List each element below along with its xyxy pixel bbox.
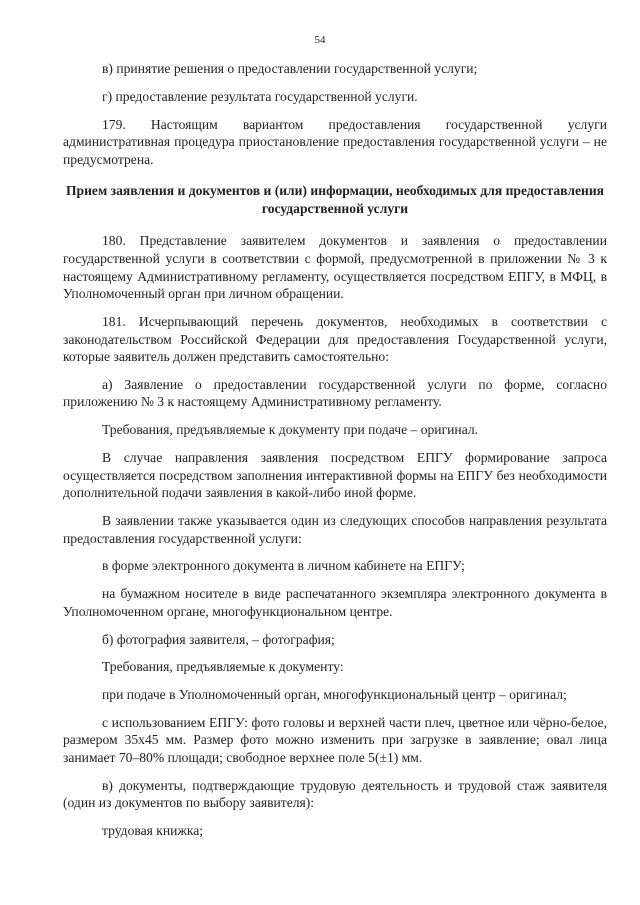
paragraph: трудовая книжка;	[102, 823, 204, 839]
paragraph: в форме электронного документа в личном кабинете на ЕПГУ;	[102, 558, 465, 574]
paragraph: в) документы, подтверждающие трудовую деятельность и трудовой стаж заявителя (один из документов по выбору заявителя):	[63, 777, 607, 811]
section-heading: Прием заявления и документов и (или) информации, необходимых для предоставления государственной услуги	[65, 183, 605, 217]
paragraph: б) фотография заявителя, – фотография;	[102, 631, 335, 647]
paragraph: В случае направления заявления посредством ЕПГУ формирование запроса осуществляется посредством заполнения интерактивной формы на ЕПГУ без необходимости дополнительной подачи заявления в какой-либо иной форме.	[63, 450, 607, 501]
paragraph: В заявлении также указывается один из следующих способов направления результата предоставления государственной услуги:	[63, 513, 607, 546]
paragraph: в) принятие решения о предоставлении государственной услуги;	[102, 61, 478, 76]
paragraph: при подаче в Уполномоченный орган, многофункциональный центр – оригинал;	[102, 687, 567, 703]
paragraph: с использованием ЕПГУ: фото головы и верхней части плеч, цветное или чёрно-белое, размером 35x45 мм. Размер фото можно изменить при загрузке в заявление; овал лица занимает 70–80% площади; свободное верхнее поле 5(±1) мм.	[63, 714, 607, 766]
paragraph: Требования, предъявляемые к документу:	[102, 659, 344, 675]
paragraph: на бумажном носителе в виде распечатанного экземпляра электронного документа в Уполномоченном органе, многофункциональном центре.	[63, 586, 607, 619]
paragraph: 180. Представление заявителем документов и заявления о предоставлении государственной услуги в соответствии с формой, предусмотренной в приложении № 3 к настоящему Административному регламенту, осуществляется посредством ЕПГУ, в МФЦ, в Уполномоченный орган при личном обращении.	[63, 233, 607, 302]
paragraph: 181. Исчерпывающий перечень документов, необходимых в соответствии с законодательством Российской Федерации для предоставления Государственной услуги, которые заявитель должен представить самостоятельно:	[63, 313, 607, 365]
paragraph: Требования, предъявляемые к документу при подаче – оригинал.	[102, 422, 479, 438]
paragraph: а) Заявление о предоставлении государственной услуги по форме, согласно приложению № 3 к настоящему Административному регламенту.	[63, 376, 607, 410]
paragraph: г) предоставление результата государственной услуги.	[102, 88, 418, 104]
paragraph: 179. Настоящим вариантом предоставления государственной услуги административная процедура приостановление предоставления государственной услуги – не предусмотрена.	[63, 116, 607, 167]
document-body	[63, 60, 607, 850]
page-number: 54	[314, 34, 326, 46]
